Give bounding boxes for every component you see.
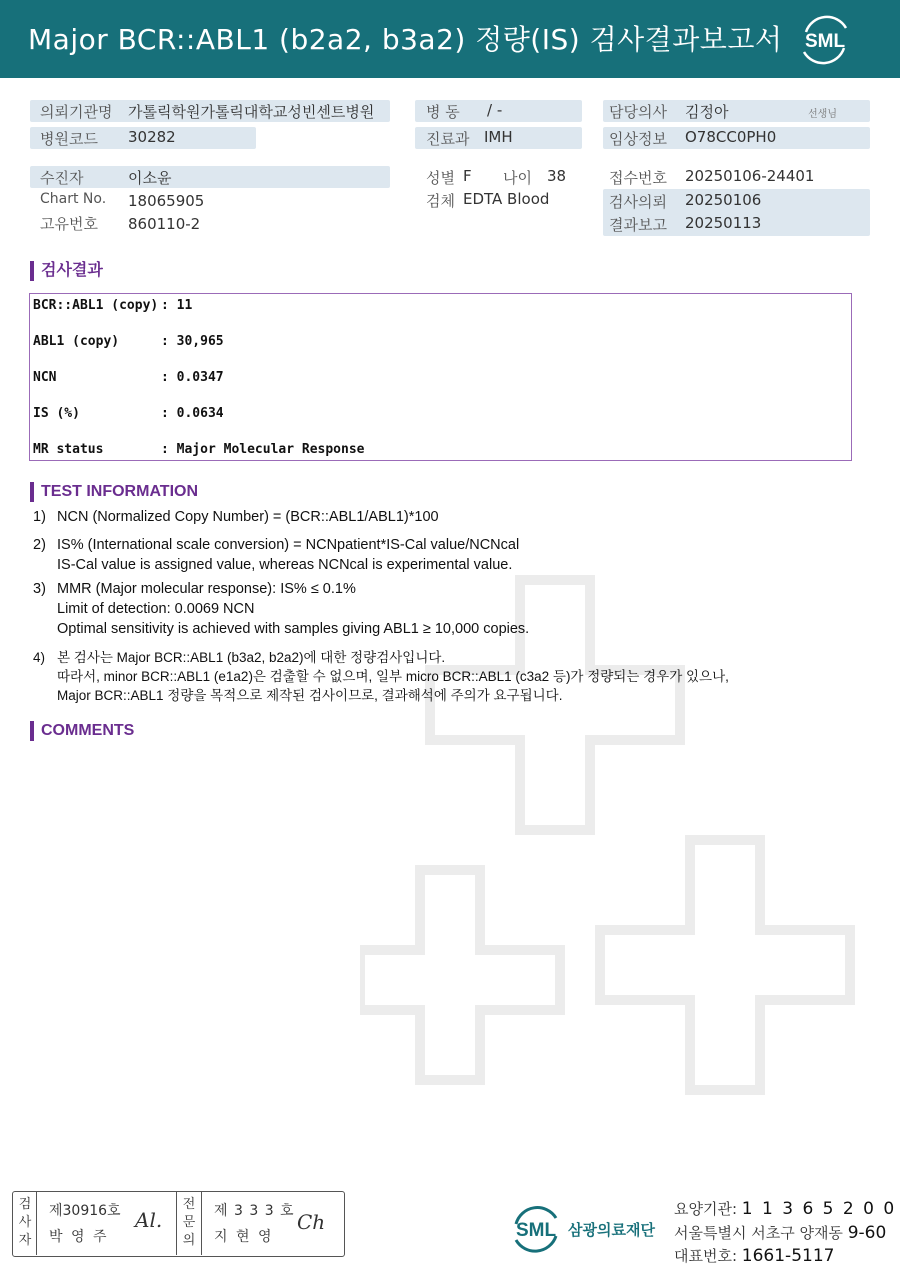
ward-label: 병 동 bbox=[426, 103, 460, 121]
doctor-suffix: 선생님 bbox=[808, 109, 837, 120]
patient-label: 수진자 bbox=[40, 169, 84, 187]
request-date-label: 검사의뢰 bbox=[609, 193, 667, 211]
specimen-label: 검체 bbox=[426, 192, 455, 210]
org-phone-line: 대표번호: 1661-5117 bbox=[674, 1246, 835, 1266]
request-org-value: 가톨릭학원가톨릭대학교성빈센트병원 bbox=[128, 103, 375, 121]
svg-text:SML: SML bbox=[515, 1220, 557, 1241]
request-org-label: 의뢰기관명 bbox=[40, 103, 113, 121]
dept-label: 진료과 bbox=[426, 130, 470, 148]
hospital-code-label: 병원코드 bbox=[40, 130, 98, 148]
result-row: BCR::ABL1 (copy) : 11 bbox=[33, 298, 193, 313]
inspector-label: 검사자 bbox=[18, 1197, 32, 1248]
inspector-signature: Al. bbox=[135, 1208, 163, 1232]
age-label: 나이 bbox=[503, 169, 532, 187]
age-value: 38 bbox=[547, 167, 567, 185]
specialist-license: 제 3 3 3 호 bbox=[214, 1203, 295, 1219]
result-row: ABL1 (copy) : 30,965 bbox=[33, 334, 224, 349]
inspector-license: 제30916호 bbox=[49, 1203, 121, 1219]
sex-label: 성별 bbox=[426, 169, 455, 187]
clinical-label: 임상정보 bbox=[609, 130, 667, 148]
report-header bbox=[0, 0, 900, 78]
sml-logo-icon bbox=[796, 12, 854, 66]
report-date-label: 결과보고 bbox=[609, 216, 667, 234]
clinical-value: O78CC0PH0 bbox=[685, 128, 777, 146]
svg-text:SML: SML bbox=[804, 31, 846, 52]
org-address-line: 서울특별시 서초구 양재동 9-60 bbox=[674, 1223, 887, 1243]
org-name: 삼광의료재단 bbox=[568, 1221, 655, 1239]
specialist-label: 전문의 bbox=[182, 1197, 196, 1248]
specialist-name: 지 현 영 bbox=[214, 1229, 274, 1245]
patient-value: 이소윤 bbox=[128, 169, 172, 187]
receipt-label: 접수번호 bbox=[609, 169, 667, 187]
test-info-section-title: TEST INFORMATION bbox=[30, 482, 198, 502]
id-label: 고유번호 bbox=[40, 215, 98, 233]
id-value: 860110-2 bbox=[128, 215, 201, 233]
chart-label: Chart No. bbox=[40, 191, 107, 207]
results-box bbox=[29, 293, 852, 461]
sex-value: F bbox=[463, 167, 472, 185]
result-row: NCN : 0.0347 bbox=[33, 370, 224, 385]
org-code-line: 요양기관: 1 1 3 6 5 2 0 0 bbox=[674, 1199, 897, 1219]
chart-value: 18065905 bbox=[128, 192, 205, 210]
specialist-signature: Ch bbox=[297, 1210, 326, 1234]
sml-footer-logo-icon bbox=[508, 1200, 564, 1256]
comments-section-title: COMMENTS bbox=[30, 721, 134, 741]
report-date-value: 20250113 bbox=[685, 214, 762, 232]
doctor-value: 김정아 bbox=[685, 103, 729, 121]
receipt-value: 20250106-24401 bbox=[685, 167, 815, 185]
result-row: MR status : Major Molecular Response bbox=[33, 442, 365, 457]
results-section-title: 검사결과 bbox=[30, 261, 103, 281]
request-date-value: 20250106 bbox=[685, 191, 762, 209]
report-title: Major BCR::ABL1 (b2a2, b3a2) 정량(IS) 검사결과보고서 bbox=[28, 23, 783, 56]
doctor-label: 담당의사 bbox=[609, 103, 667, 121]
hospital-code-value: 30282 bbox=[128, 128, 176, 146]
inspector-name: 박 영 주 bbox=[49, 1229, 109, 1245]
specimen-value: EDTA Blood bbox=[463, 190, 550, 208]
dept-value: IMH bbox=[484, 128, 513, 146]
ward-value: / - bbox=[487, 101, 503, 119]
result-row: IS (%) : 0.0634 bbox=[33, 406, 224, 421]
signature-box bbox=[12, 1191, 345, 1257]
